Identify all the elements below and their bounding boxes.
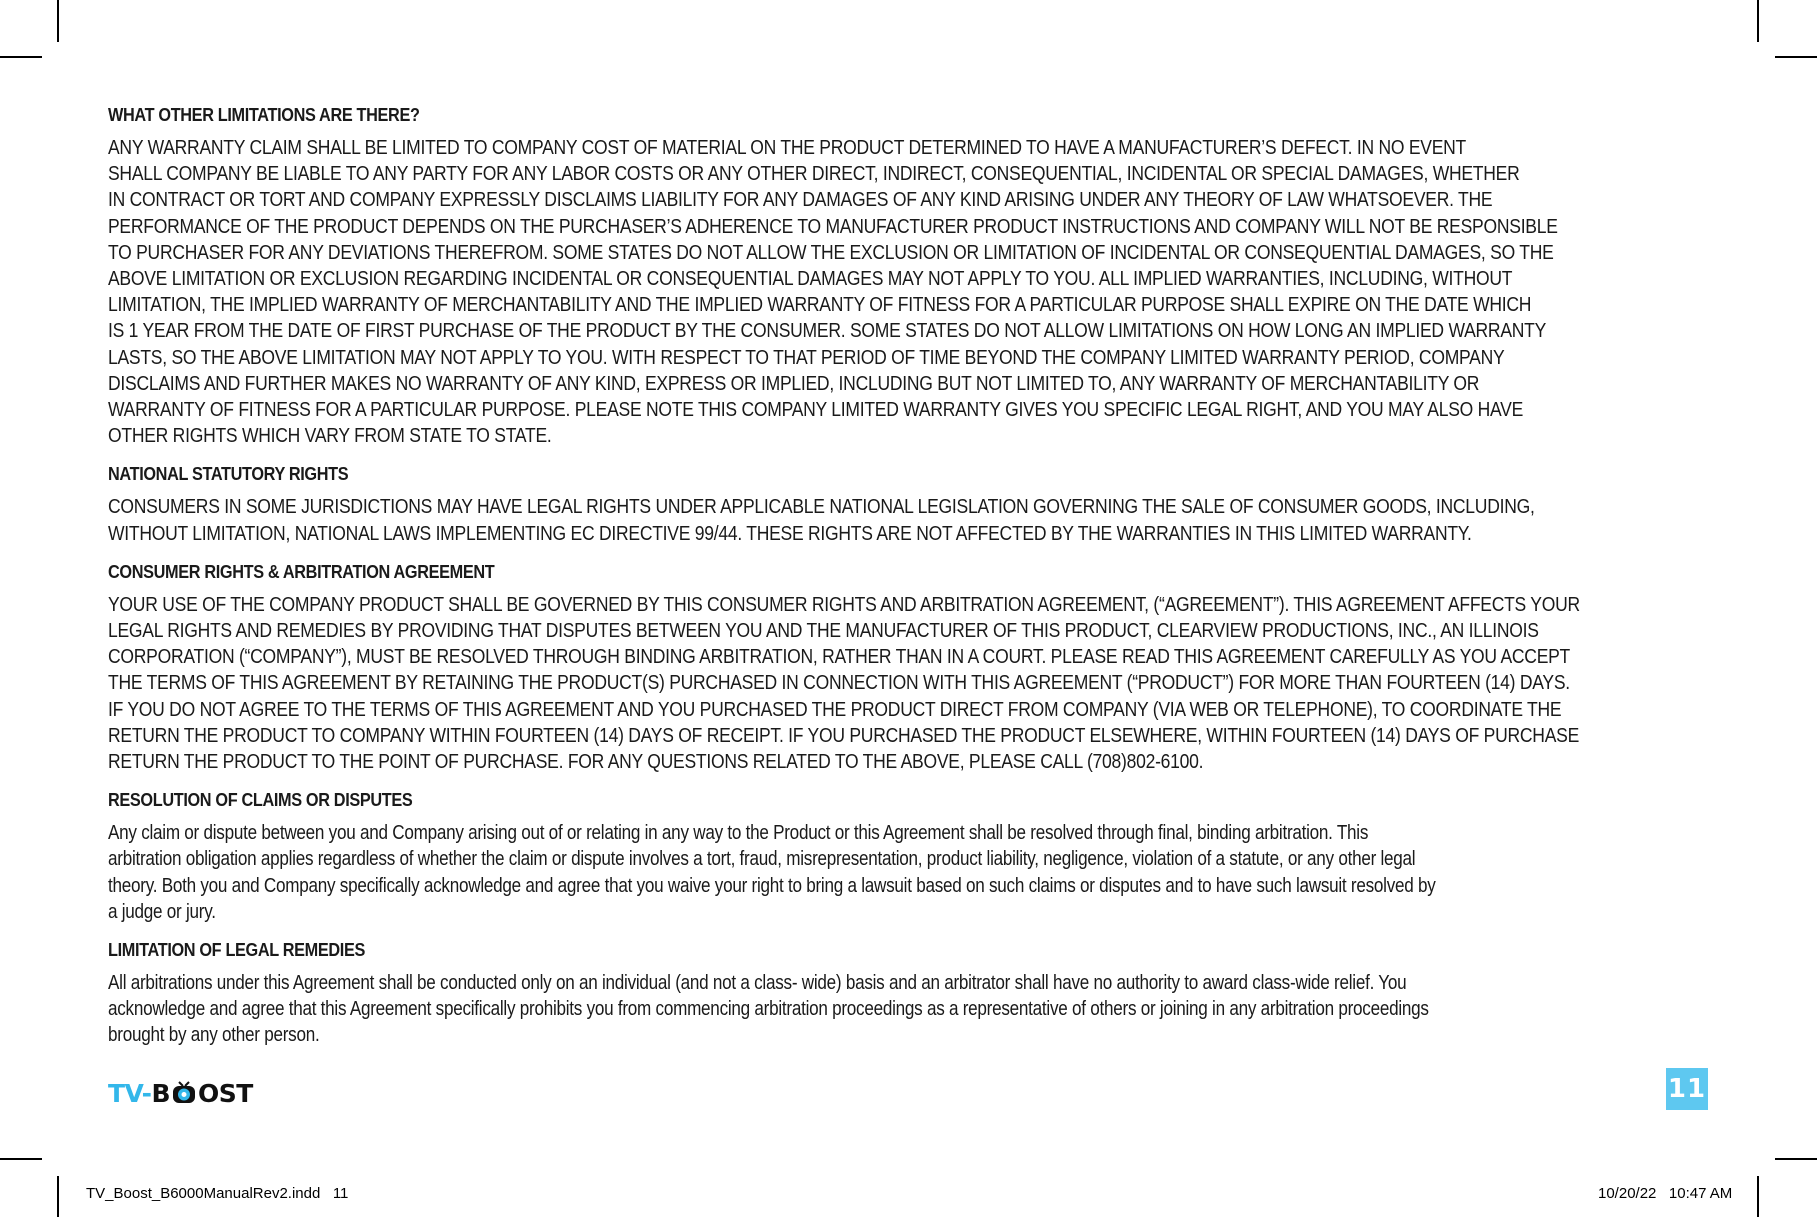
paragraph-line: DISCLAIMS AND FURTHER MAKES NO WARRANTY OF ANY KIND, EXPRESS OR IMPLIED, INCLUDING BUT NOT LIMITED TO, ANY WARRANTY OF MERCHANTABILITY OR (108, 371, 1480, 395)
section-paragraph (108, 135, 1719, 449)
paragraph-line: ABOVE LIMITATION OR EXCLUSION REGARDING INCIDENTAL OR CONSEQUENTIAL DAMAGES MAY NOT APPLY TO YOU. ALL IMPLIED WARRANTIES, INCLUDING, WITHOUT (108, 267, 1513, 291)
paragraph-line: acknowledge and agree that this Agreement specifically prohibits you from commencing arbitration proceedings as a representative of others or joining in any arbitration proceedings (108, 998, 1429, 1021)
logo-text-ost: OST (198, 1078, 253, 1108)
paragraph-line: SHALL COMPANY BE LIABLE TO ANY PARTY FOR ANY LABOR COSTS OR ANY OTHER DIRECT, INDIRECT, CONSEQUENTIAL, INCIDENTAL OR SPECIAL DAMAGES, WHETHER (108, 162, 1520, 186)
paragraph-line: theory. Both you and Company specifically acknowledge and agree that you waive your right to bring a lawsuit based on such claims or disputes and to have such lawsuit resolved by (108, 874, 1436, 897)
section-heading: CONSUMER RIGHTS & ARBITRATION AGREEMENT (108, 560, 495, 582)
section-paragraph (108, 820, 1719, 925)
paragraph-line: CORPORATION (“COMPANY”), MUST BE RESOLVED THROUGH BINDING ARBITRATION, RATHER THAN IN A COURT. PLEASE READ THIS AGREEMENT CAREFULLY AS YOU ACCEPT (108, 645, 1571, 669)
paragraph-line: THE TERMS OF THIS AGREEMENT BY RETAINING THE PRODUCT(S) PURCHASED IN CONNECTION WITH THIS AGREEMENT (“PRODUCT”) FOR MORE THAN FOURTEEN (14) DAYS. (108, 671, 1570, 695)
section-paragraph (108, 592, 1719, 775)
paragraph-line: a judge or jury. (108, 900, 216, 923)
page-number-badge: 11 (1666, 1068, 1708, 1110)
section-paragraph (108, 970, 1719, 1049)
section-resolution-of-claims (108, 789, 1718, 925)
section-heading: LIMITATION OF LEGAL REMEDIES (108, 939, 365, 961)
tv-boost-logo (108, 1078, 253, 1108)
paragraph-line: LEGAL RIGHTS AND REMEDIES BY PROVIDING THAT DISPUTES BETWEEN YOU AND THE MANUFACTURER OF THIS PRODUCT, CLEARVIEW PRODUCTIONS, INC., AN ILLINOIS (108, 619, 1539, 643)
paragraph-line: IN CONTRACT OR TORT AND COMPANY EXPRESSLY DISCLAIMS LIABILITY FOR ANY DAMAGES OF ANY KIND ARISING UNDER ANY THEORY OF LAW WHATSOEVER. THE (108, 188, 1493, 212)
paragraph-line: RETURN THE PRODUCT TO THE POINT OF PURCHASE. FOR ANY QUESTIONS RELATED TO THE ABOVE, PLEASE CALL (708)802-6100. (108, 750, 1204, 774)
paragraph-line: brought by any other person. (108, 1024, 320, 1047)
paragraph-line: RETURN THE PRODUCT TO COMPANY WITHIN FOURTEEN (14) DAYS OF RECEIPT. IF YOU PURCHASED THE PRODUCT ELSEWHERE, WITHIN FOURTEEN (14) DAYS OF PURCHASE (108, 723, 1580, 747)
paragraph-line: LASTS, SO THE ABOVE LIMITATION MAY NOT APPLY TO YOU. WITH RESPECT TO THAT PERIOD OF TIME BEYOND THE COMPANY LIMITED WARRANTY PERIOD, COMPANY (108, 345, 1505, 369)
section-consumer-rights-arbitration (108, 561, 1718, 775)
crop-mark-bottom-left-vertical (57, 1176, 59, 1217)
section-national-statutory-rights (108, 463, 1718, 546)
paragraph-line: YOUR USE OF THE COMPANY PRODUCT SHALL BE GOVERNED BY THIS CONSUMER RIGHTS AND ARBITRATION AGREEMENT, (“AGREEMENT”). THIS AGREEMENT AFFECTS YOUR (108, 592, 1580, 616)
crop-mark-top-left-horizontal (0, 56, 42, 58)
crop-mark-bottom-right-horizontal (1775, 1158, 1817, 1160)
paragraph-line: IS 1 YEAR FROM THE DATE OF FIRST PURCHASE OF THE PRODUCT BY THE CONSUMER. SOME STATES DO NOT ALLOW LIMITATIONS ON HOW LONG AN IMPLIED WARRANTY (108, 319, 1547, 343)
crop-mark-top-left-vertical (57, 0, 59, 42)
section-heading: WHAT OTHER LIMITATIONS ARE THERE? (108, 104, 420, 125)
section-paragraph (108, 494, 1719, 546)
crop-mark-bottom-left-horizontal (0, 1158, 42, 1160)
paragraph-line: WITHOUT LIMITATION, NATIONAL LAWS IMPLEMENTING EC DIRECTIVE 99/44. THESE RIGHTS ARE NOT AFFECTED BY THE WARRANTIES IN THIS LIMITED WARRANTY. (108, 521, 1472, 545)
section-heading: NATIONAL STATUTORY RIGHTS (108, 463, 349, 485)
paragraph-line: PERFORMANCE OF THE PRODUCT DEPENDS ON THE PURCHASER’S ADHERENCE TO MANUFACTURER PRODUCT INSTRUCTIONS AND COMPANY WILL NOT BE RESPONSIBLE (108, 214, 1558, 238)
section-heading: RESOLUTION OF CLAIMS OR DISPUTES (108, 789, 413, 811)
logo-text-b: B (151, 1078, 171, 1108)
paragraph-line: ANY WARRANTY CLAIM SHALL BE LIMITED TO COMPANY COST OF MATERIAL ON THE PRODUCT DETERMINED TO HAVE A MANUFACTURER’S DEFECT. IN NO EVENT (108, 136, 1467, 159)
paragraph-line: arbitration obligation applies regardless of whether the claim or dispute involves a tort, fraud, misrepresentation, product liability, negligence, violation of a statute, or any other legal (108, 848, 1416, 871)
paragraph-line: LIMITATION, THE IMPLIED WARRANTY OF MERCHANTABILITY AND THE IMPLIED WARRANTY OF FITNESS FOR A PARTICULAR PURPOSE SHALL EXPIRE ON THE DATE WHICH (108, 293, 1532, 317)
paragraph-line: CONSUMERS IN SOME JURISDICTIONS MAY HAVE LEGAL RIGHTS UNDER APPLICABLE NATIONAL LEGISLATION GOVERNING THE SALE OF CONSUMER GOODS, INCLUDING, (108, 495, 1535, 519)
slug-date-time: 10/20/22 10:47 AM (1598, 1185, 1733, 1202)
crop-mark-bottom-right-vertical (1757, 1176, 1759, 1217)
paragraph-line: Any claim or dispute between you and Company arising out of or relating in any way to the Product or this Agreement shall be resolved through final, binding arbitration. This (108, 822, 1369, 845)
crop-mark-top-right-horizontal (1775, 56, 1817, 58)
tv-screen-icon (171, 1081, 197, 1105)
paragraph-line: TO PURCHASER FOR ANY DEVIATIONS THEREFROM. SOME STATES DO NOT ALLOW THE EXCLUSION OR LIMITATION OF INCIDENTAL OR CONSEQUENTIAL DAMAGES, SO THE (108, 240, 1554, 264)
logo-text-tv: TV- (108, 1078, 152, 1108)
section-other-limitations (108, 104, 1718, 449)
crop-mark-top-right-vertical (1757, 0, 1759, 42)
paragraph-line: IF YOU DO NOT AGREE TO THE TERMS OF THIS AGREEMENT AND YOU PURCHASED THE PRODUCT DIRECT FROM COMPANY (VIA WEB OR TELEPHONE), TO COORDINATE THE (108, 697, 1562, 721)
warranty-text-body (108, 104, 1718, 1063)
section-limitation-of-legal-remedies (108, 939, 1718, 1049)
paragraph-line: OTHER RIGHTS WHICH VARY FROM STATE TO STATE. (108, 424, 552, 448)
paragraph-line: WARRANTY OF FITNESS FOR A PARTICULAR PURPOSE. PLEASE NOTE THIS COMPANY LIMITED WARRANTY GIVES YOU SPECIFIC LEGAL RIGHT, AND YOU MAY ALSO HAVE (108, 398, 1524, 422)
paragraph-line: All arbitrations under this Agreement shall be conducted only on an individual (and not a class- wide) basis and an arbitrator shall have no authority to award class-wide relief. You (108, 972, 1407, 995)
slug-file-info: TV_Boost_B6000ManualRev2.indd 11 (86, 1185, 349, 1202)
